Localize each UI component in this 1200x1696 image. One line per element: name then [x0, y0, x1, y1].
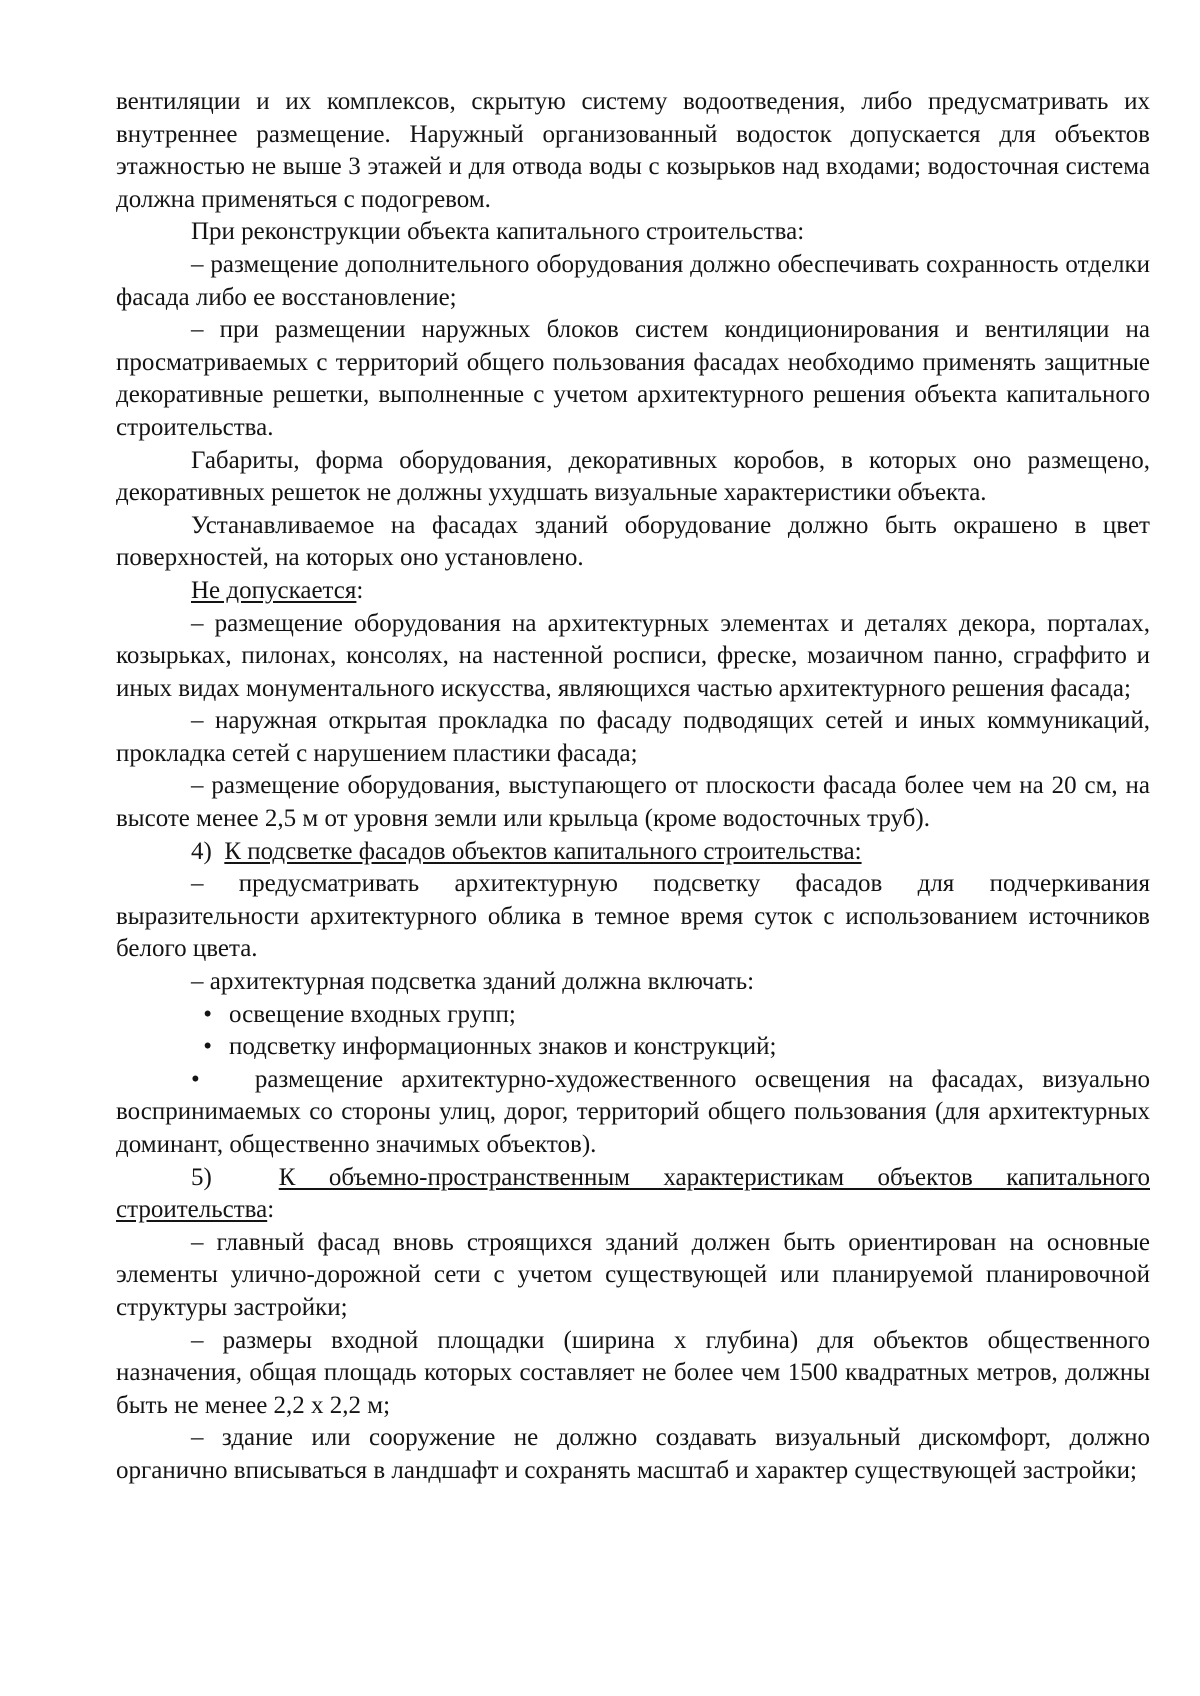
list-item-visual-comfort: – здание или сооружение не должно создавать визуальный дискомфорт, должно органично вписываться в ландшафт и сохранять масштаб и характер существующей застройки;	[116, 1424, 1150, 1484]
paragraph-not-allowed-heading: Не допускается:	[191, 576, 364, 604]
list-item-lighting-includes: – архитектурная подсветка зданий должна включать:	[191, 968, 755, 996]
list-item-protruding-equipment: – размещение оборудования, выступающего от плоскости фасада более чем на 20 см, на высоте менее 2,5 м от уровня земли или крыльца (кроме водосточных труб).	[116, 772, 1150, 833]
paragraph-equipment-dimensions: Габариты, форма оборудования, декоративных коробов, в которых оно размещено, декоративных решеток не должны ухудшать визуальные характеристики объекта.	[116, 446, 1150, 507]
not-allowed-label: Не допускается	[191, 576, 357, 604]
list-item-additional-equipment: – размещение дополнительного оборудования должно обеспечивать сохранность отделки фасада либо ее восстановление;	[116, 250, 1150, 311]
list-item-architectural-lighting: – предусматривать архитектурную подсветку фасадов для подчеркивания выразительности архитектурного облика в темное время суток с использованием источников белого цвета.	[116, 870, 1150, 963]
section-heading-4	[116, 836, 1150, 869]
list-item-decor-elements: – размещение оборудования на архитектурных элементах и деталях декора, порталах, козырьках, пилонах, консолях, на настенной росписи, фреске, мозаичном панно, сграффито и иных видах монументального искусства, являющихся частью архитектурного решения фасада;	[116, 609, 1150, 702]
bullet-item-artistic-lighting: • размещение архитектурно-художественного освещения на фасадах, визуально воспринимаемых со стороны улиц, дорог, территорий общего пользования (для архитектурных доминант, общественно значимых объектов).	[116, 1065, 1151, 1158]
bullet-item-sign-lighting: • подсветку информационных знаков и конструкций;	[116, 1031, 1150, 1064]
list-item-open-networks: – наружная открытая прокладка по фасаду подводящих сетей и иных коммуникаций, прокладка сетей с нарушением пластики фасада;	[116, 707, 1150, 767]
section-number: 4)	[191, 837, 212, 865]
bullet-icon: •	[203, 1000, 212, 1028]
section-title: К подсветке фасадов объектов капитального строительства:	[224, 837, 862, 865]
paragraph-equipment-painting: Устанавливаемое на фасадах зданий оборудование должно быть окрашено в цвет поверхностей, на которых оно установлено.	[116, 511, 1150, 572]
paragraph-ventilation-drainage: вентиляции и их комплексов, скрытую систему водоотведения, либо предусматривать их внутреннее размещение. Наружный организованный водосток допускается для объектов этажностью не выше 3 этажей и для отвода воды с козырьков над входами; водосточная система должна применяться с подогревом.	[116, 88, 1150, 213]
section-number: 5)	[191, 1163, 212, 1191]
section-title: К объемно-пространственным характеристикам объектов капитального строительства	[116, 1163, 1150, 1224]
bullet-icon: •	[203, 1033, 212, 1061]
document-page	[116, 86, 1150, 1488]
list-item-entrance-area: – размеры входной площадки (ширина х глубина) для объектов общественного назначения, общая площадь которых составляет не более чем 1500 квадратных метров, должны быть не менее 2,2 х 2,2 м;	[116, 1326, 1150, 1419]
paragraph-reconstruction-intro: При реконструкции объекта капитального строительства:	[191, 218, 805, 246]
bullet-item-entrance-lighting: • освещение входных групп;	[116, 999, 1150, 1032]
bullet-icon: •	[191, 1065, 200, 1093]
list-item-main-facade: – главный фасад вновь строящихся зданий должен быть ориентирован на основные элементы улично-дорожной сети с учетом существующей или планируемой планировочной структуры застройки;	[116, 1228, 1150, 1321]
section-heading-5: 5) К объемно-пространственным характеристикам объектов капитального строительства:	[116, 1163, 1150, 1224]
list-item-air-conditioning-units: – при размещении наружных блоков систем кондиционирования и вентиляции на просматриваемых с территорий общего пользования фасадах необходимо применять защитные декоративные решетки, выполненные с учетом архитектурного решения объекта капитального строительства.	[116, 316, 1150, 441]
